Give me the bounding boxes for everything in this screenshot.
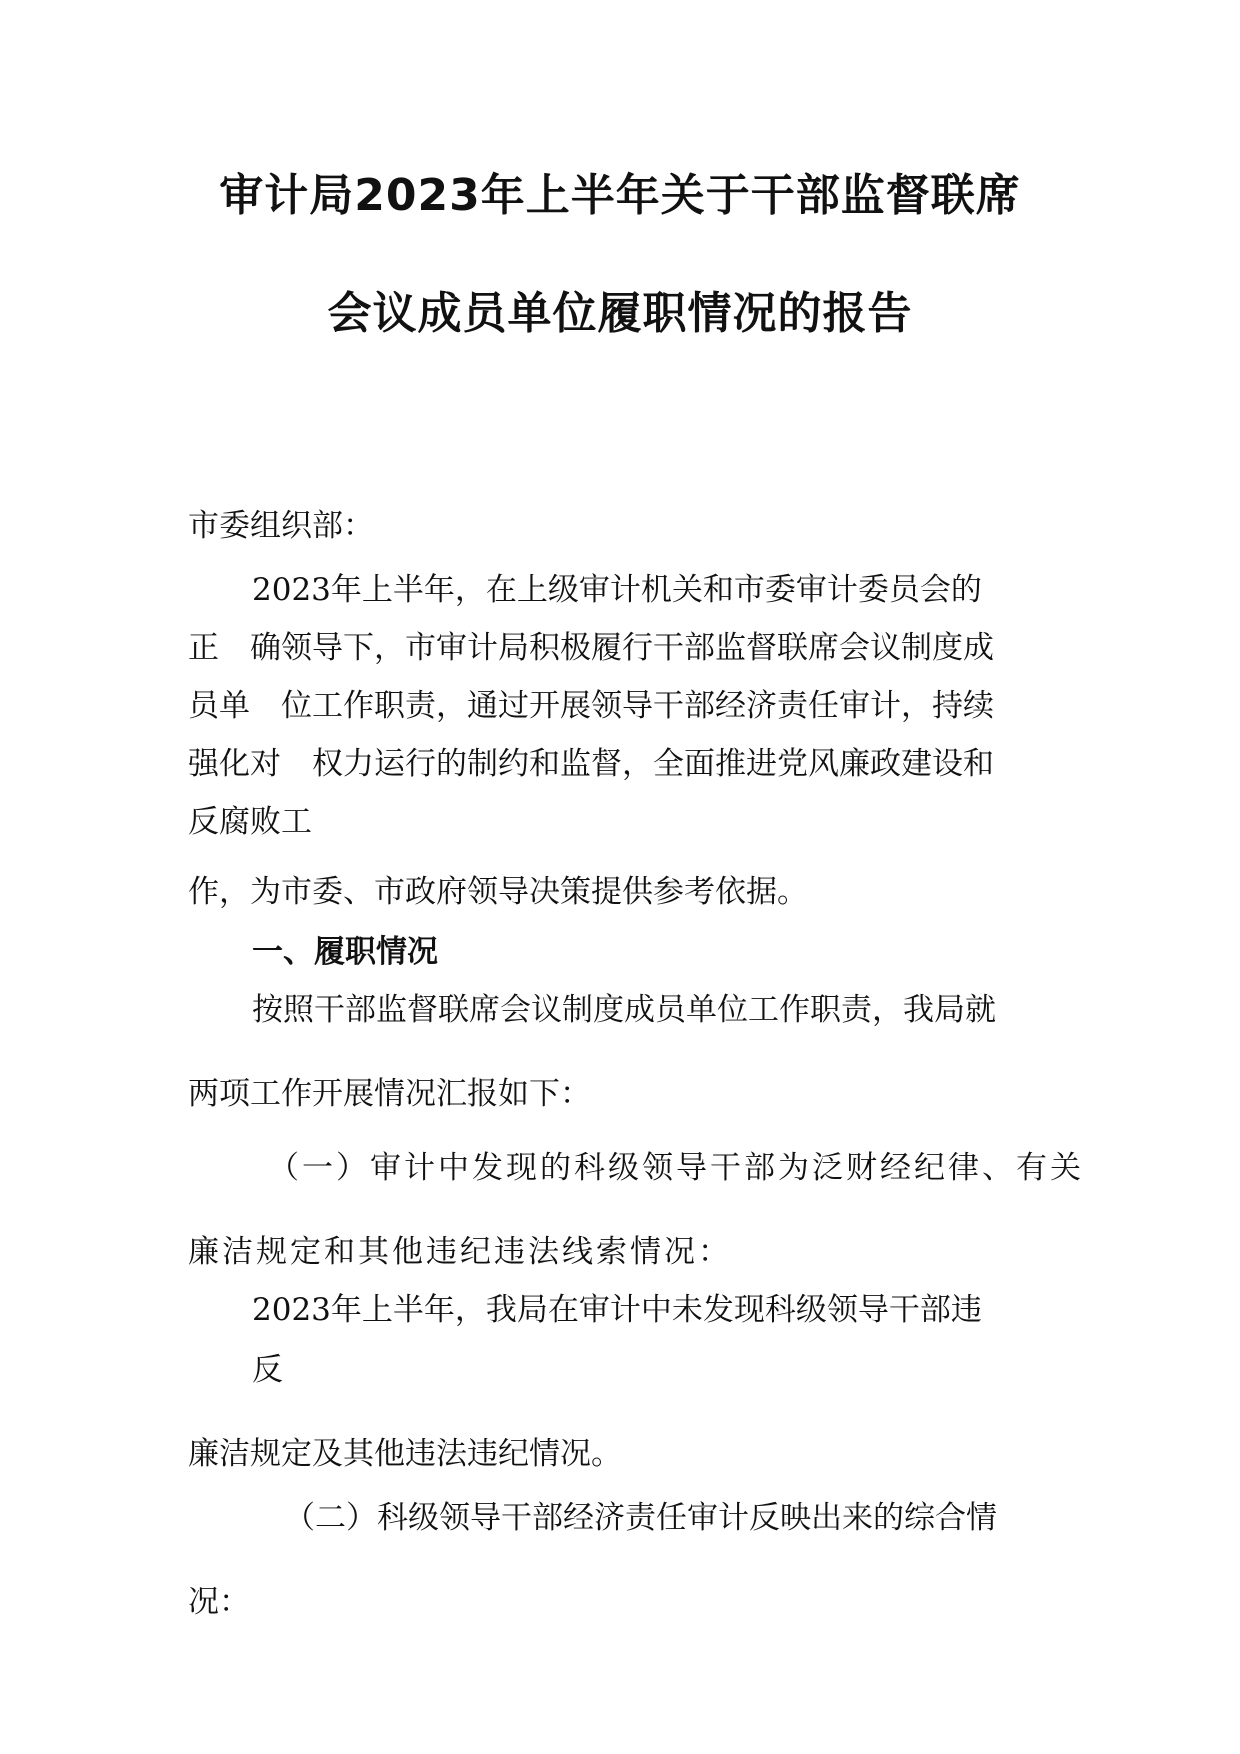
document-title-line-1: 审计局2023年上半年关于干部监督联席 (219, 170, 1021, 221)
intro-line-4: 强化对 权力运行的制约和监督，全面推进党风廉政建设和 (188, 746, 994, 782)
sub1-para-line-3: 廉洁规定及其他违法违纪情况。 (188, 1436, 622, 1472)
intro-line-3: 员单 位工作职责，通过开展领导干部经济责任审计，持续 (188, 688, 994, 724)
salutation: 市委组织部： (188, 508, 374, 544)
subheading-1-line-2: 廉洁规定和其他违纪违法线索情况： (188, 1234, 732, 1270)
subheading-2-line-1: （二）科级领导干部经济责任审计反映出来的综合情 (284, 1500, 997, 1536)
intro-line-5: 反腐败工 (188, 804, 312, 840)
section1-para-line-2: 两项工作开展情况汇报如下： (188, 1076, 591, 1112)
intro-line-6: 作，为市委、市政府领导决策提供参考依据。 (188, 874, 808, 910)
sub1-para-line-2: 反 (252, 1352, 283, 1388)
section-heading-1: 一、履职情况 (252, 934, 438, 970)
intro-line-2: 正 确领导下，市审计局积极履行干部监督联席会议制度成 (188, 630, 994, 666)
section1-para-line-1: 按照干部监督联席会议制度成员单位工作职责，我局就 (252, 992, 996, 1028)
document-title-line-2: 会议成员单位履职情况的报告 (327, 288, 913, 339)
subheading-1-line-1: （一）审计中发现的科级领导干部为泛财经纪律、有关 (268, 1150, 1084, 1186)
sub1-para-line-1: 2023年上半年，我局在审计中未发现科级领导干部违 (252, 1292, 982, 1328)
subheading-2-line-2: 况： (188, 1584, 250, 1620)
intro-line-1: 2023年上半年，在上级审计机关和市委审计委员会的 (252, 572, 982, 608)
